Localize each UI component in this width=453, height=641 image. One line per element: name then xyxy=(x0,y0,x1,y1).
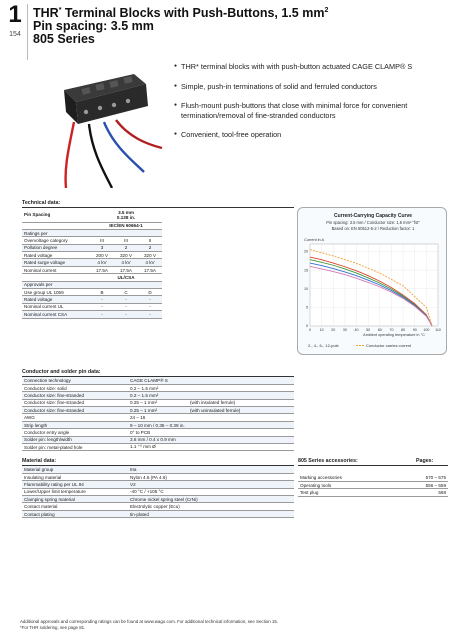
table-cell: 4 kV xyxy=(138,259,162,266)
table-cell: III xyxy=(114,237,138,244)
ul-title: UL/CSA xyxy=(90,274,162,281)
table-cell: 2 xyxy=(114,244,138,251)
table-cell: Overvoltage category xyxy=(22,237,90,244)
title-line-3: 805 Series xyxy=(33,32,95,47)
table-cell: IIIa xyxy=(128,466,294,473)
table-cell: 17.5A xyxy=(114,266,138,273)
material-data-table xyxy=(22,466,294,518)
table-cell: Lower/Upper limit temperature xyxy=(22,488,128,495)
x-tick-label: 30 xyxy=(342,328,347,332)
accessories-heading: 805 Series accessories: xyxy=(298,458,358,464)
table-cell xyxy=(114,229,138,236)
table-cell: tin-plated xyxy=(128,510,294,517)
table-row xyxy=(22,399,294,406)
x-tick-label: 80 xyxy=(401,328,406,332)
table-cell: 24 – 16 xyxy=(128,414,188,421)
footer-line-1: Additional approvals and corresponding ratings can be found at www.wago.com. For additional technical information, see Section 15. xyxy=(20,619,278,624)
x-tick-label: 0 xyxy=(309,328,311,332)
iec-label xyxy=(22,222,90,229)
table-cell: 3 xyxy=(90,244,114,251)
table-cell: Conductor entry angle xyxy=(22,429,128,436)
table-cell: - xyxy=(90,296,114,303)
x-tick-label: 40 xyxy=(354,328,359,332)
table-cell: Solder pin: metal-plated hole xyxy=(22,444,128,451)
table-row xyxy=(22,392,294,399)
page-title xyxy=(33,4,443,46)
table-cell: Strip length xyxy=(22,421,128,428)
table-cell xyxy=(138,281,162,288)
ul-label xyxy=(22,274,90,281)
table-cell xyxy=(188,444,294,451)
header-divider xyxy=(27,4,28,60)
table-cell: 9 – 10 mm / 0.35 – 0.39 in. xyxy=(128,421,188,428)
chart-canvas xyxy=(298,208,448,356)
footer-line-2: *For THR soldering, see page 81. xyxy=(20,625,86,630)
table-cell: - xyxy=(114,303,138,310)
table-row xyxy=(22,503,294,510)
table-cell: (with uninsulated ferrule) xyxy=(188,407,294,414)
table-cell: 200 V xyxy=(90,252,114,259)
table-cell xyxy=(114,281,138,288)
table-row xyxy=(298,474,448,481)
title-line-1: THR* Terminal Blocks with Push-Buttons, 1.5 $mm^2$ xyxy=(33,6,329,21)
table-cell: D xyxy=(138,289,162,296)
y-axis-label: Current in A xyxy=(304,238,325,242)
y-tick-label: 10 xyxy=(304,286,308,291)
x-tick-label: 10 xyxy=(319,328,324,332)
table-cell: Connection technology xyxy=(22,377,128,384)
feature-list xyxy=(174,62,446,150)
table-cell: 0.2 – 1.5 mm² xyxy=(128,384,188,391)
table-cell: Contact material xyxy=(22,503,128,510)
page-number: 154 xyxy=(9,31,21,38)
technical-data-table xyxy=(22,208,162,319)
footer xyxy=(20,619,440,631)
table-cell: -40 °C / +105 °C xyxy=(128,488,294,495)
table-cell: Nominal current UL xyxy=(22,303,90,310)
table-cell: B xyxy=(90,289,114,296)
table-cell: 2 xyxy=(138,244,162,251)
y-tick-label: 5 xyxy=(306,305,308,310)
table-row xyxy=(22,407,294,414)
table-cell: Conductor size: fine-stranded xyxy=(22,392,128,399)
table-cell: 0.25 – 1 mm² xyxy=(128,407,188,414)
table-cell: - xyxy=(138,296,162,303)
table-cell: Use group UL 1059 xyxy=(22,289,90,296)
table-cell: Pollution degree xyxy=(22,244,90,251)
table-cell: Material group xyxy=(22,466,128,473)
feature-item: ● Simple, push-in terminations of solid and ferruled conductors xyxy=(174,82,446,92)
x-tick-label: 20 xyxy=(331,328,336,332)
x-tick-label: 100 xyxy=(423,328,430,332)
table-row xyxy=(22,414,294,421)
table-row xyxy=(22,510,294,517)
legend-limit: Conductor carries current xyxy=(366,343,412,348)
table-cell: Approvals per xyxy=(22,281,90,288)
table-cell: 0° to PCB xyxy=(128,429,188,436)
conductor-data-heading: Conductor and solder pin data: xyxy=(22,369,101,375)
table-cell: Conductor size: solid xyxy=(22,384,128,391)
x-tick-label: 60 xyxy=(377,328,382,332)
table-cell: Conductor size: fine-stranded xyxy=(22,407,128,414)
table-row xyxy=(22,481,294,488)
table-cell: Nylon 4.6 (PA 4.6) xyxy=(128,473,294,480)
x-tick-label: 110 xyxy=(435,328,441,332)
table-row xyxy=(22,429,294,436)
table-cell: 556 – 559 xyxy=(396,481,448,488)
table-cell: CAGE CLAMP® S xyxy=(128,377,188,384)
current-capacity-chart xyxy=(297,207,447,355)
table-row xyxy=(22,377,294,384)
x-tick-label: 50 xyxy=(366,328,371,332)
pin-spacing-value: 3.5 mm 0.138 in. xyxy=(90,208,162,222)
chapter-number: 1 xyxy=(8,1,22,28)
table-cell xyxy=(188,384,294,391)
feature-item: ● Convenient, tool-free operation xyxy=(174,130,446,140)
table-cell: 0.25 – 1 mm² xyxy=(128,399,188,406)
table-cell: Contact plating xyxy=(22,510,128,517)
table-cell: Flammability rating per UL 94 xyxy=(22,481,128,488)
table-cell: - xyxy=(138,311,162,318)
table-cell: Rated surge voltage xyxy=(22,259,90,266)
x-axis-label: Ambient operating temperature in °C xyxy=(363,333,425,337)
table-cell: V2 xyxy=(128,481,294,488)
table-cell xyxy=(90,229,114,236)
technical-data-heading: Technical data: xyxy=(22,200,61,206)
table-cell: Clamping spring material xyxy=(22,496,128,503)
table-cell: 568 xyxy=(396,489,448,496)
table-cell: Marking accessories xyxy=(298,474,396,481)
table-cell: Conductor size: fine-stranded xyxy=(22,399,128,406)
section-rule xyxy=(298,465,448,466)
table-cell xyxy=(188,429,294,436)
table-row xyxy=(22,421,294,428)
title-line-2: Pin spacing: 3.5 mm xyxy=(33,19,154,34)
table-cell: - xyxy=(90,311,114,318)
table-cell: - xyxy=(90,303,114,310)
table-cell: C xyxy=(114,289,138,296)
table-cell: Solder pin: length/width xyxy=(22,436,128,443)
feature-item: ● Flush-mount push-buttons that close with minimal force for convenient termination/removal of fine-stranded conductors xyxy=(174,101,446,120)
table-cell: Operating tools xyxy=(298,481,396,488)
table-row xyxy=(298,489,448,496)
material-data-heading: Material data: xyxy=(22,458,57,464)
table-cell: 4 kV xyxy=(114,259,138,266)
table-row xyxy=(298,481,448,488)
table-row xyxy=(22,466,294,473)
table-cell: Nominal current xyxy=(22,266,90,273)
table-cell: Rated voltage xyxy=(22,252,90,259)
table-cell: Nominal current CSA xyxy=(22,311,90,318)
chapter-marker xyxy=(2,2,28,62)
legend-poles: 2-, 4-, 6-, 12-pole xyxy=(308,343,339,348)
table-cell: AWG xyxy=(22,414,128,421)
table-cell: (with insulated ferrule) xyxy=(188,399,294,406)
x-tick-label: 90 xyxy=(412,328,417,332)
product-image xyxy=(34,62,164,188)
table-cell: 17.5A xyxy=(138,266,162,273)
chart-title: Current-Carrying Capacity Curve xyxy=(333,213,413,219)
table-cell: Rated voltage xyxy=(22,296,90,303)
table-cell xyxy=(138,229,162,236)
table-cell: 17.5A xyxy=(90,266,114,273)
table-cell: 1.1 ⁺⁰ mm Ø xyxy=(128,444,188,451)
y-tick-label: 15 xyxy=(304,268,308,273)
x-tick-label: 70 xyxy=(389,328,394,332)
table-row xyxy=(22,384,294,391)
table-cell: Chrome nickel spring steel (CrNi) xyxy=(128,496,294,503)
table-cell: II xyxy=(138,237,162,244)
table-row xyxy=(22,473,294,480)
table-row xyxy=(22,436,294,443)
table-cell xyxy=(188,377,294,384)
table-row xyxy=(22,488,294,495)
table-cell: 320 V xyxy=(114,252,138,259)
chart-subtitle-2: Based on: EN 60512-5-2 / Reduction factor: 1 xyxy=(331,226,415,231)
table-cell: Insulating material xyxy=(22,473,128,480)
table-row xyxy=(22,496,294,503)
table-cell: 570 – 575 xyxy=(396,474,448,481)
pin-spacing-label: Pin Spacing xyxy=(22,208,90,222)
table-cell: Electrolytic copper (Ecu) xyxy=(128,503,294,510)
table-cell: 3.6 mm / 0.4 x 0.9 mm xyxy=(128,436,188,443)
table-cell xyxy=(188,421,294,428)
table-cell: - xyxy=(114,311,138,318)
table-cell: 4 kV xyxy=(90,259,114,266)
table-cell xyxy=(188,414,294,421)
feature-item: ● THR* terminal blocks with with push-button actuated CAGE CLAMP® S xyxy=(174,62,446,72)
table-cell: Ratings per xyxy=(22,229,90,236)
table-cell xyxy=(90,281,114,288)
table-cell: 320 V xyxy=(138,252,162,259)
table-cell: 0.2 – 1.5 mm² xyxy=(128,392,188,399)
table-row xyxy=(22,444,294,451)
pages-heading: Pages: xyxy=(416,458,434,464)
table-cell: - xyxy=(138,303,162,310)
table-cell: Test plug xyxy=(298,489,396,496)
y-tick-label: 20 xyxy=(304,249,308,254)
accessories-table xyxy=(298,474,448,497)
table-cell xyxy=(188,392,294,399)
table-cell: - xyxy=(114,296,138,303)
iec-title: IEC/EN 60664-1 xyxy=(90,222,162,229)
y-tick-label: 0 xyxy=(306,324,308,329)
chart-subtitle-1: Pin spacing: 3.5 mm / Conductor size: 1.5 mm² "fst" xyxy=(326,220,420,225)
conductor-data-table xyxy=(22,377,294,451)
table-cell: III xyxy=(90,237,114,244)
table-cell xyxy=(188,436,294,443)
